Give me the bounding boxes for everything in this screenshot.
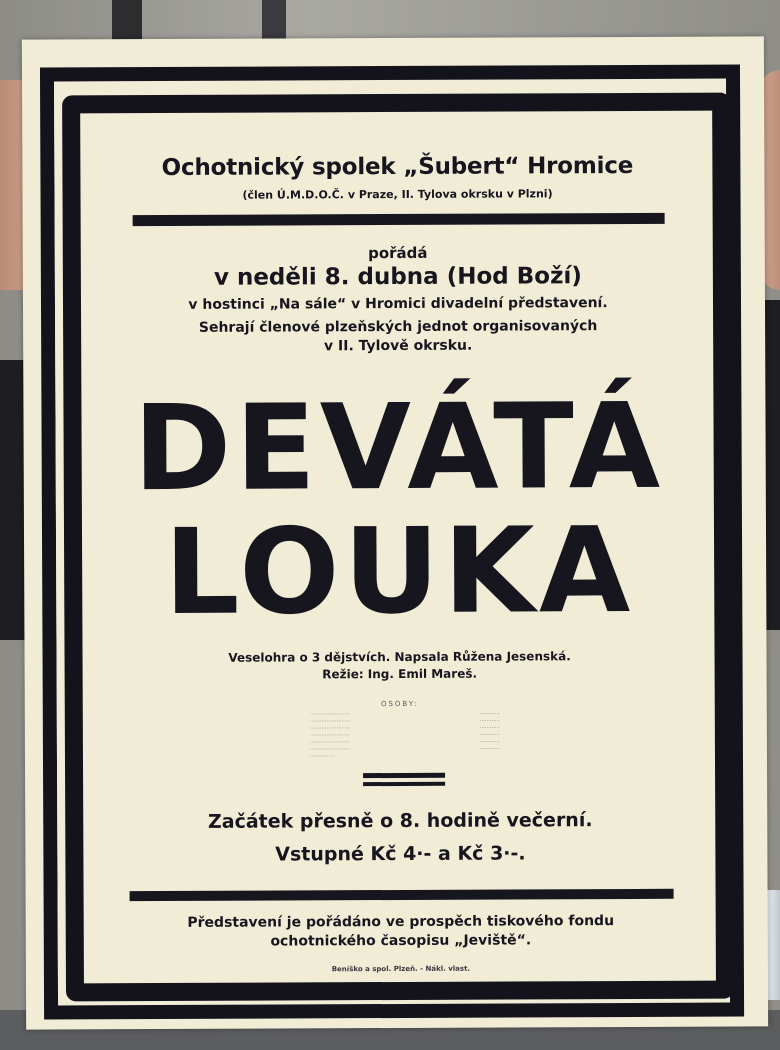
organizer-membership: (člen Ú.M.D.O.Č. v Praze, II. Tylova okrsku v Plzni): [242, 187, 553, 202]
cast-heading: OSOBY:: [380, 699, 419, 709]
admission-price: Vstupné Kč 4·- a Kč 3·-.: [275, 842, 526, 866]
performers-line: v II. Tylově okrsku.: [323, 337, 473, 355]
start-time: Začátek přesně o 8. hodině večerní.: [207, 809, 593, 833]
ornament-rule: [363, 782, 445, 786]
presents-text: pořádá: [368, 243, 428, 263]
background-doorframe: [262, 0, 286, 40]
play-genre-author: Veselohra o 3 dějstvích. Napsala Růžena Jesenská.: [228, 649, 571, 665]
divider-rule: [133, 213, 665, 226]
performers-line: Sehrají členové plzeňských jednot organisovaných: [198, 318, 598, 336]
event-date: v neděli 8. dubna (Hod Boží): [213, 263, 582, 291]
play-director: Režie: Ing. Emil Mareš.: [322, 666, 478, 682]
benefit-note: Představení je pořádáno ve prospěch tiskového fondu: [187, 913, 615, 931]
cast-list-illegible: …………………… ………… …………………… ………… …………………… ………… …………………… ………… …………………… ………… …………………… ………… ……………: [309, 709, 500, 759]
background-doorframe: [112, 0, 142, 40]
play-title-line: LOUKA: [163, 500, 635, 642]
theatre-poster: [22, 36, 768, 1029]
ornament-rule: [363, 773, 445, 778]
divider-rule: [130, 889, 674, 901]
benefit-note: ochotnického časopisu „Jeviště“.: [270, 932, 532, 950]
poster-content: [102, 129, 696, 982]
organizer-name: Ochotnický spolek „Šubert“ Hromice: [161, 152, 634, 182]
event-venue: v hostinci „Na sále“ v Hromici divadelní představení.: [188, 295, 608, 313]
play-title-line: DEVÁTÁ: [132, 376, 665, 518]
printer-imprint: Beníško a spol. Plzeň. - Nákl. vlast.: [331, 964, 471, 974]
